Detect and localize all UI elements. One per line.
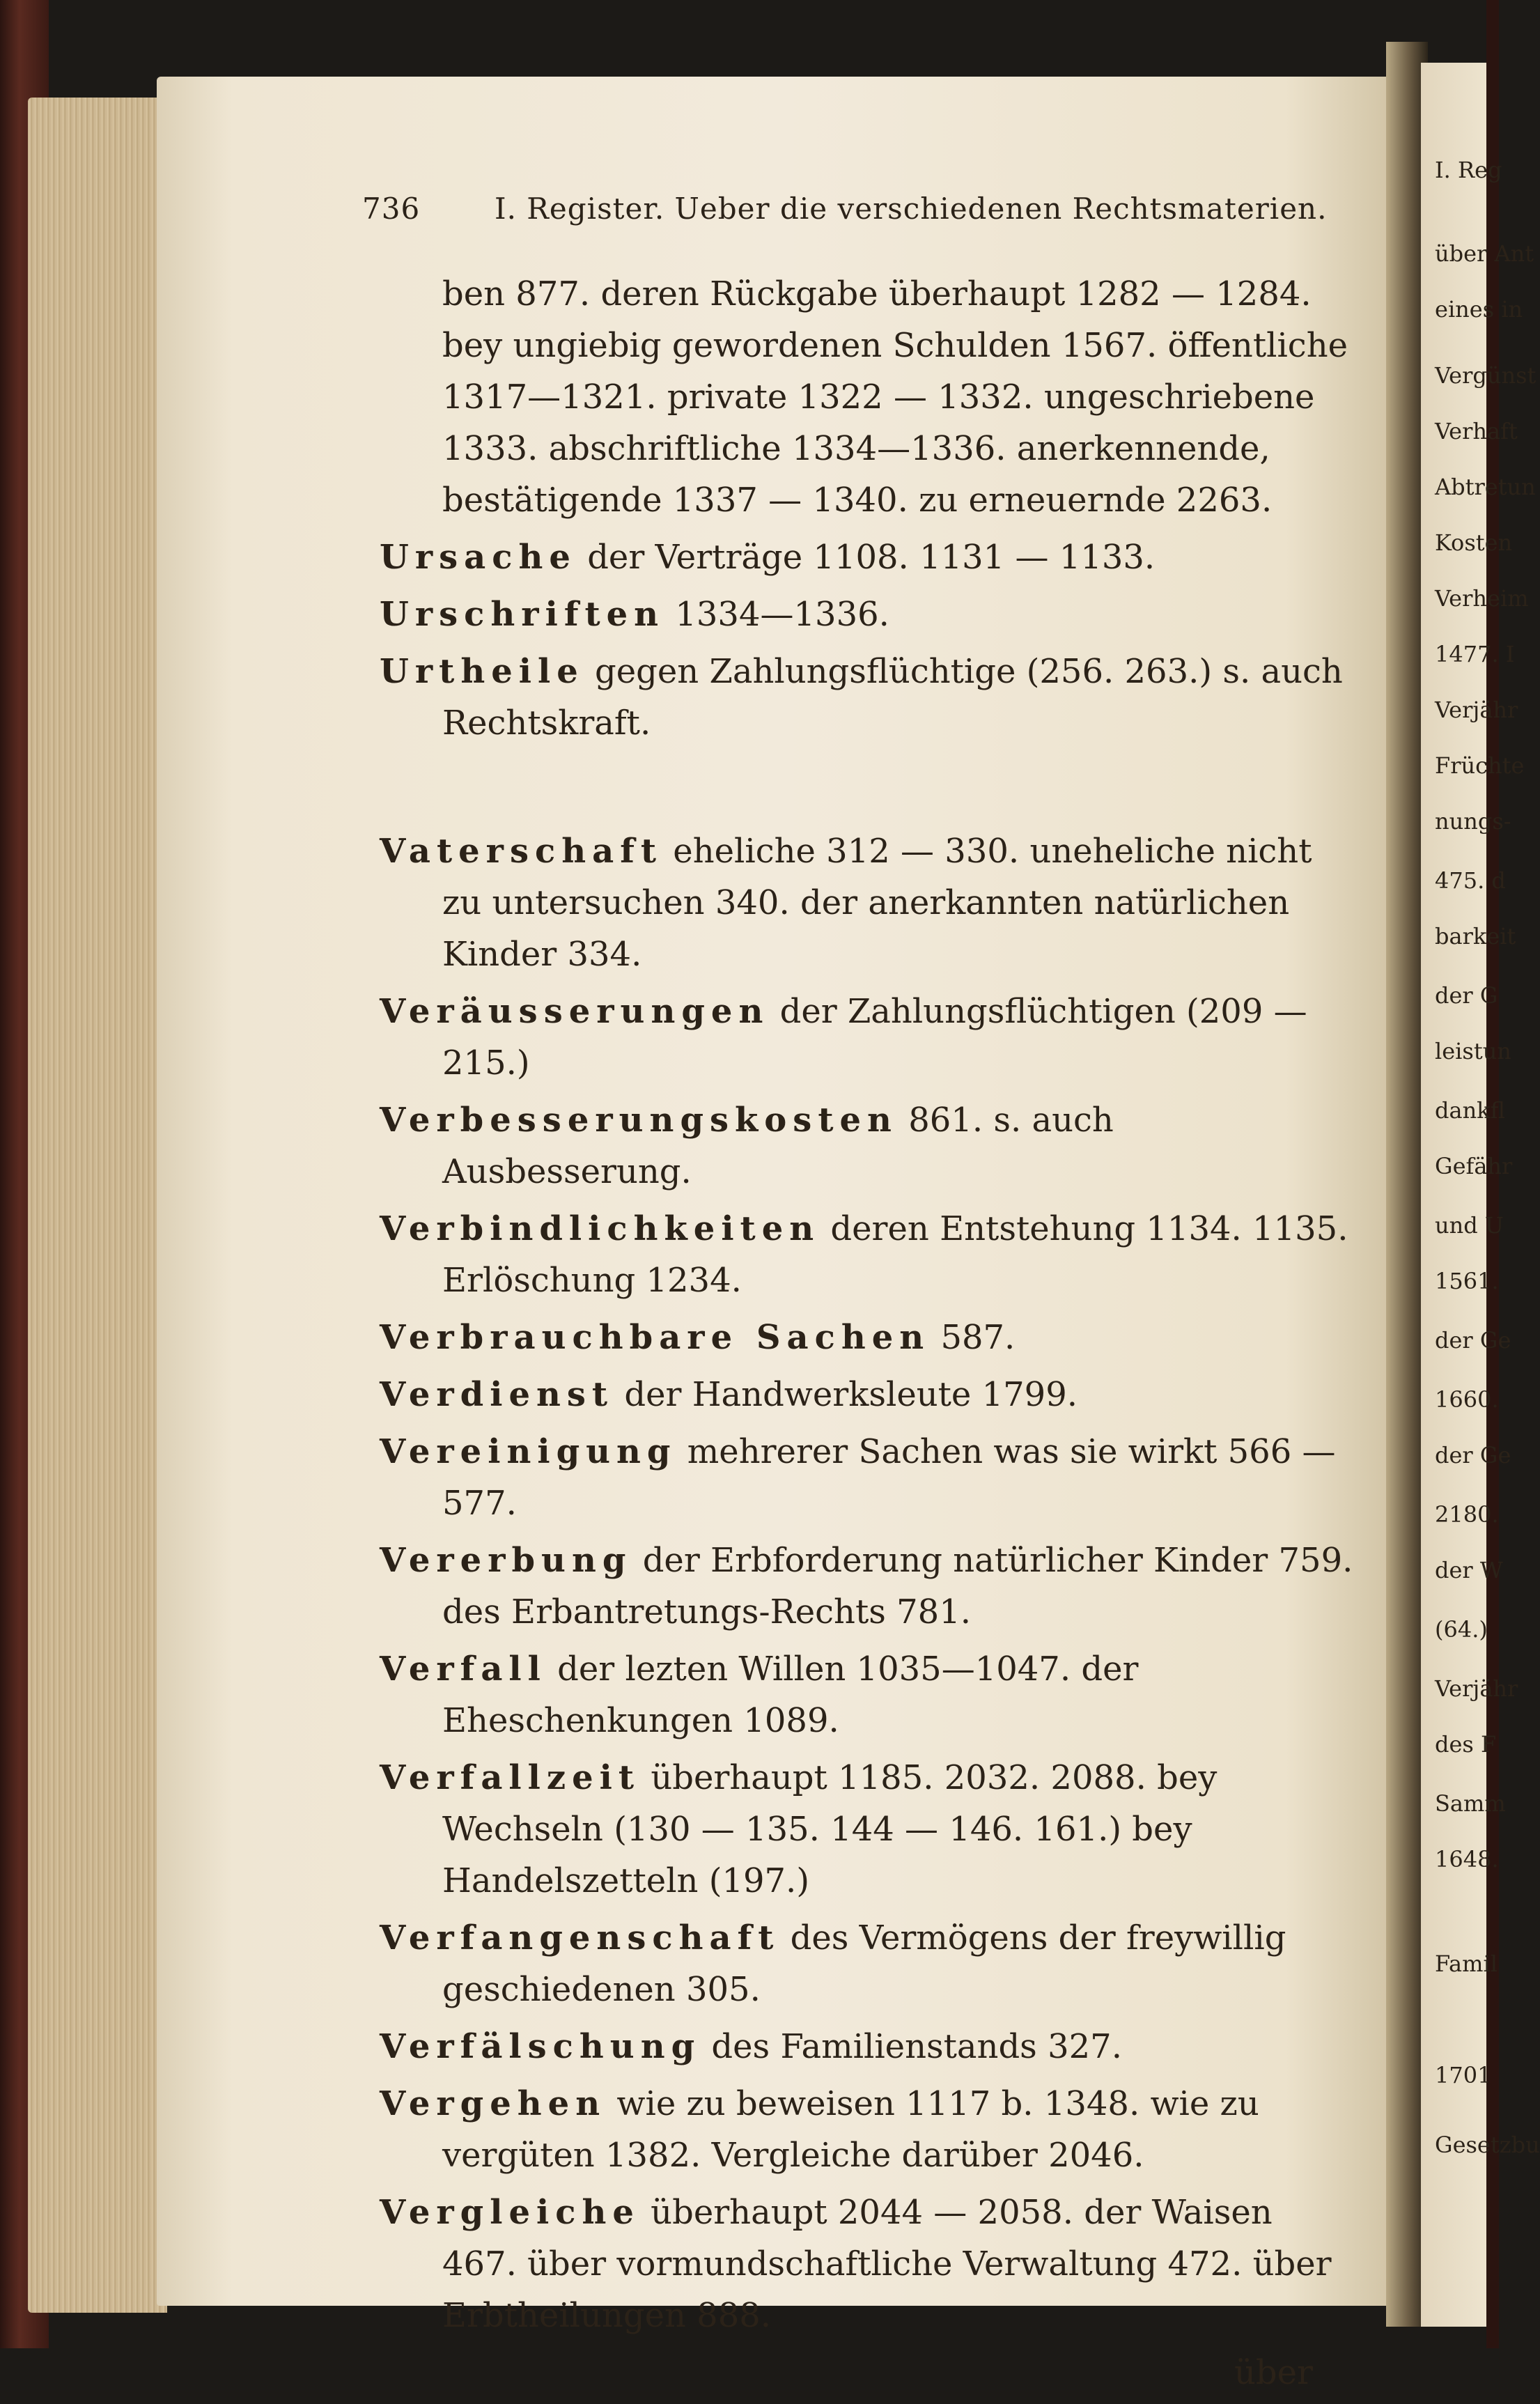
entry-keyword: Verfangenschaft <box>380 1918 780 1957</box>
header-title: I. Register. Ueber die verschiedenen Rechtsmaterien. <box>495 192 1328 226</box>
index-entry <box>380 1643 1355 1746</box>
entry-keyword: Vererbung <box>380 1541 632 1580</box>
entry-text: gegen Zahlungsflüchtige (256. 263.) s. auch Rechtskraft. <box>442 652 1343 743</box>
fragment: 1660. <box>1435 1386 1499 1413</box>
fragment: Famil <box>1435 1951 1498 1977</box>
entry-text: überhaupt 1185. 2032. 2088. bey Wechseln (130 — 135. 144 — 146. 161.) bey Handelszetteln (197.) <box>442 1758 1218 1900</box>
entry-keyword: Verfallzeit <box>380 1758 641 1797</box>
fragment: 2180. <box>1435 1501 1499 1528</box>
index-entry <box>380 2021 1355 2072</box>
entry-keyword: Urtheile <box>380 652 584 691</box>
fragment: Abtretun <box>1435 474 1536 500</box>
fragment: Früchte <box>1435 752 1525 779</box>
index-entry <box>380 1203 1355 1306</box>
entry-keyword: Vergehen <box>380 2084 607 2123</box>
fragment: Verhaft <box>1435 418 1518 444</box>
entry-text: 587. <box>940 1318 1016 1357</box>
fragment: (64.) <box>1435 1616 1488 1643</box>
index-entry <box>380 1535 1355 1638</box>
fragment: 475. d <box>1435 867 1506 894</box>
fragment: nungs- <box>1435 808 1511 835</box>
running-header <box>362 192 1337 240</box>
entry-text: der Verträge 1108. 1131 — 1133. <box>587 538 1156 577</box>
fragment: 1648. <box>1435 1846 1499 1872</box>
entry-keyword: Vergleiche <box>380 2193 640 2232</box>
fragment: der G <box>1435 982 1498 1009</box>
catchword: über <box>1234 2353 1313 2392</box>
index-entry <box>380 2187 1355 2341</box>
page-edges <box>28 98 167 2313</box>
fragment: Verjähr <box>1435 1675 1518 1702</box>
entry-text: der Erbforderung natürlicher Kinder 759. des Erbantretungs-Rechts 781. <box>442 1541 1353 1631</box>
fragment: leistun <box>1435 1038 1511 1064</box>
entry-text: überhaupt 2044 — 2058. der Waisen 467. über vormundschaftliche Verwaltung 472. über Erbtheilungen 888. <box>442 2193 1332 2335</box>
index-entry <box>380 2078 1355 2181</box>
index-entry <box>380 1912 1355 2015</box>
fragment: Verjähr <box>1435 697 1518 723</box>
entry-keyword: Verbesserungskosten <box>380 1101 898 1140</box>
entry-text: ben 877. deren Rückgabe überhaupt 1282 — 1284. bey ungiebig gewordenen Schulden 1567. öffentliche 1317—1321. private 1322 — 1332. ungeschriebene 1333. abschriftliche 1334—1336. anerkennende, bestätigende 1337 — 1340. zu erneuernde 2263. <box>442 274 1348 520</box>
entry-keyword: Verbindlichkeiten <box>380 1209 820 1248</box>
entry-keyword: Verfall <box>380 1650 547 1689</box>
entry-keyword: Urschriften <box>380 595 665 634</box>
fragment: 1561. <box>1435 1268 1499 1294</box>
fragment: 1701 <box>1435 2062 1492 2088</box>
index-entry <box>380 1094 1355 1197</box>
fragment: 1477. I <box>1435 641 1515 667</box>
entry-keyword: Verfälschung <box>380 2027 701 2066</box>
entry-text: wie zu beweisen 1117 b. 1348. wie zu vergüten 1382. Vergleiche darüber 2046. <box>442 2084 1259 2175</box>
index-entry <box>380 986 1355 1089</box>
fragment: Verheim <box>1435 585 1529 612</box>
entry-text: der Handwerksleute 1799. <box>624 1375 1078 1414</box>
fragment: der Ge <box>1435 1442 1511 1468</box>
fragment: I. Reg <box>1435 157 1502 183</box>
fragment: Vergünst <box>1435 362 1537 389</box>
entry-text: eheliche 312 — 330. uneheliche nicht zu untersuchen 340. der anerkannten natürlichen Kinder 334. <box>442 832 1312 974</box>
fragment: dankfl <box>1435 1097 1505 1124</box>
fragment: barkeit <box>1435 923 1516 949</box>
page-number: 736 <box>362 192 421 226</box>
fragment: der W <box>1435 1557 1503 1583</box>
fragment: und U <box>1435 1212 1504 1239</box>
entry-keyword: Verdienst <box>380 1375 614 1414</box>
index-entry <box>380 589 1355 640</box>
index-entry <box>380 532 1355 583</box>
index-entry <box>380 646 1355 749</box>
entry-text: mehrerer Sachen was sie wirkt 566 — 577. <box>442 1432 1336 1523</box>
fragment: des F <box>1435 1731 1497 1758</box>
entry-text: der lezten Willen 1035—1047. der Eheschenkungen 1089. <box>442 1650 1139 1740</box>
index-entries <box>380 268 1355 2404</box>
fragment: der Ge <box>1435 1327 1511 1354</box>
fragment: Gesetzbu <box>1435 2132 1540 2158</box>
entry-keyword: Veräusserungen <box>380 992 770 1031</box>
entry-keyword: Vaterschaft <box>380 832 663 871</box>
entry-text: deren Entstehung 1134. 1135. Erlöschung 1234. <box>442 1209 1348 1300</box>
entry-keyword: Verbrauchbare Sachen <box>380 1318 931 1357</box>
entry-keyword: Vereinigung <box>380 1432 677 1471</box>
index-entry <box>380 1426 1355 1529</box>
fragment: über Ant <box>1435 240 1534 267</box>
entry-text: 861. s. auch Ausbesserung. <box>442 1101 1114 1191</box>
index-entry <box>380 1312 1355 1363</box>
fragment: Samm <box>1435 1790 1506 1817</box>
fragment: eines in <box>1435 296 1523 323</box>
index-entry <box>380 1369 1355 1420</box>
entry-text: des Vermögens der freywillig geschiedenen 305. <box>442 1918 1286 2009</box>
index-entry <box>380 825 1355 980</box>
entry-keyword: Ursache <box>380 538 577 577</box>
index-entry <box>380 268 1355 526</box>
fragment: Kosten <box>1435 529 1513 556</box>
entry-text: des Familienstands 327. <box>711 2027 1122 2066</box>
index-entry <box>380 1752 1355 1907</box>
entry-text: der Zahlungsflüchtigen (209 — 215.) <box>442 992 1307 1083</box>
fragment: Gefähr <box>1435 1153 1513 1179</box>
entry-text: 1334—1336. <box>675 595 889 634</box>
